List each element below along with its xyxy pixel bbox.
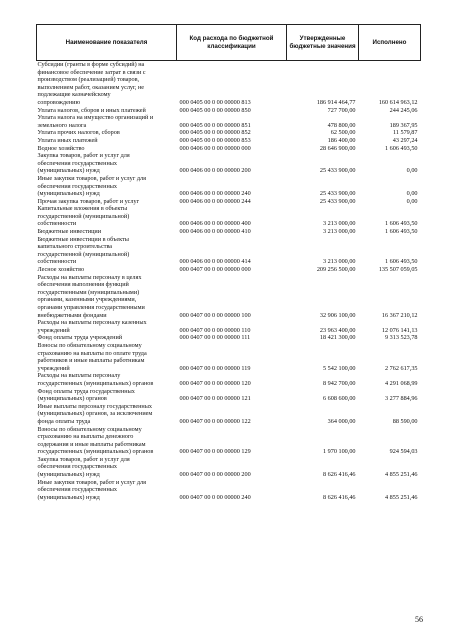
row-name-cell: Иные закупки товаров, работ и услуг для обеспечения государственных (муниципальных) нужд — [37, 174, 146, 198]
row-approved-cell: 186 400,00 — [327, 136, 356, 144]
row-code-cell: 000 0406 00 0 00 00000 200 — [179, 167, 251, 175]
table-row — [37, 388, 421, 403]
row-name-cell: Капитальные вложения в объекты государственной (муниципальной) собственности — [37, 205, 130, 228]
row-name-cell: Фонд оплаты труда учреждений — [37, 334, 123, 342]
table-row — [37, 152, 421, 175]
row-executed-cell: 2 762 617,35 — [385, 364, 418, 372]
header-indicator-name: Наименование показателя — [37, 25, 177, 61]
row-name-cell: Водное хозяйство — [37, 144, 85, 152]
row-executed-cell: 0,00 — [406, 167, 418, 175]
row-name-cell: Расходы на выплаты персоналу в целях обеспечения выполнения функций государственными (муниципальными) органами, казенными учреждениями, органами управления государственными внебюджетными фондами — [37, 273, 145, 319]
row-name-cell: Закупка товаров, работ и услуг для обеспечения государственных (муниципальных) нужд — [37, 455, 130, 479]
row-code-cell: 000 0405 00 0 00 00000 813 — [177, 61, 287, 107]
row-name-cell: Лесное хозяйство — [37, 266, 85, 274]
row-executed-cell: 189 367,95 — [389, 121, 418, 129]
row-executed-cell: 43 297,24 — [392, 136, 418, 144]
row-executed-cell: 4 855 251,46 — [385, 493, 418, 501]
row-name-cell: Фонд оплаты труда государственных (муниципальных) органов — [37, 387, 135, 403]
row-approved-cell: 478 800,00 — [327, 121, 356, 129]
row-executed-cell: 11 579,87 — [392, 129, 418, 137]
row-code-cell: 000 0405 00 0 00 00000 850 — [179, 106, 251, 114]
table-row — [37, 266, 421, 274]
row-name-cell: Расходы на выплаты персоналу государственных (муниципальных) органов — [37, 372, 154, 387]
table-row — [37, 334, 421, 342]
row-code-cell: 000 0405 00 0 00 00000 851 — [179, 121, 251, 129]
row-executed-cell: 4 855 251,46 — [385, 471, 418, 479]
table-row — [37, 403, 421, 426]
row-approved-cell: 28 646 900,00 — [319, 144, 356, 152]
table-row — [37, 479, 421, 502]
row-code-cell: 000 0406 00 0 00 00000 000 — [179, 144, 251, 152]
row-approved-cell: 1 970 100,00 — [323, 448, 356, 456]
table-row — [37, 198, 421, 206]
budget-execution-report — [36, 24, 420, 501]
row-approved-cell: 8 626 416,46 — [323, 471, 356, 479]
row-name-cell: Уплата налогов, сборов и иных платежей — [37, 106, 146, 114]
row-executed-cell: 88 590,00 — [392, 417, 418, 425]
row-executed-cell: 244 245,06 — [389, 106, 418, 114]
row-executed-cell: 16 367 210,12 — [381, 311, 418, 319]
table-row — [37, 319, 421, 334]
table-row — [37, 107, 421, 115]
row-name-cell: Закупка товаров, работ и услуг для обеспечения государственных (муниципальных) нужд — [37, 152, 130, 175]
row-code-cell: 000 0407 00 0 00 00000 120 — [179, 379, 251, 387]
row-executed-cell: 1 606 493,50 — [385, 144, 418, 152]
table-row — [37, 342, 421, 372]
row-approved-cell: 25 433 900,00 — [319, 197, 356, 205]
row-executed-cell: 0,00 — [406, 197, 418, 205]
row-name-cell: Прочая закупка товаров, работ и услуг — [37, 197, 140, 205]
table-row — [37, 129, 421, 137]
row-executed-cell: 135 507 059,05 — [378, 266, 418, 274]
row-name-cell: Расходы на выплаты персоналу казенных учреждений — [37, 319, 147, 334]
table-header-row — [37, 25, 421, 61]
row-executed-cell: 4 291 068,99 — [385, 379, 418, 387]
row-executed-cell: 924 594,03 — [389, 448, 418, 456]
row-approved-cell: 62 500,00 — [330, 129, 356, 137]
table-row — [37, 456, 421, 479]
table-row — [37, 426, 421, 456]
row-code-cell: 000 0407 00 0 00 00000 122 — [179, 417, 251, 425]
row-approved-cell: 727 700,00 — [327, 106, 356, 114]
row-name-cell: Уплата иных платежей — [37, 136, 98, 144]
table-row — [37, 274, 421, 320]
row-executed-cell: 12 076 141,13 — [381, 326, 418, 334]
row-approved-cell: 3 213 000,00 — [323, 258, 356, 266]
row-name-cell: Бюджетные инвестиции — [37, 228, 102, 236]
page-number: 56 — [415, 615, 423, 624]
row-approved-cell: 3 213 000,00 — [323, 220, 356, 228]
row-code-cell: 000 0407 00 0 00 00000 119 — [179, 364, 251, 372]
row-name-cell: Иные закупки товаров, работ и услуг для обеспечения государственных (муниципальных) нужд — [37, 478, 146, 501]
table-row — [37, 228, 421, 236]
row-code-cell: 000 0406 00 0 00 00000 410 — [179, 228, 251, 236]
row-name-cell: Взносы по обязательному социальному страхованию на выплаты денежного содержания и иные выплаты работникам государственных (муниципальных) органов — [37, 425, 154, 456]
row-code-cell: 000 0407 00 0 00 00000 100 — [179, 311, 251, 319]
row-code-cell: 000 0407 00 0 00 00000 111 — [179, 334, 251, 342]
row-approved-cell: 23 963 400,00 — [319, 326, 356, 334]
row-code-cell: 000 0406 00 0 00 00000 400 — [179, 220, 251, 228]
row-name-cell: Уплата прочих налогов, сборов — [37, 129, 120, 137]
row-code-cell: 000 0407 00 0 00 00000 110 — [179, 326, 251, 334]
row-code-cell: 000 0407 00 0 00 00000 129 — [179, 448, 251, 456]
row-code-cell: 000 0406 00 0 00 00000 244 — [179, 197, 251, 205]
row-executed-cell: 1 606 493,50 — [385, 228, 418, 236]
row-approved-cell: 8 626 416,46 — [323, 493, 356, 501]
row-code-cell: 000 0407 00 0 00 00000 240 — [179, 493, 251, 501]
row-name-cell: Субсидии (гранты в форме субсидий) на финансовое обеспечение затрат в связи с производством (реализацией) товаров, выполнением работ, оказанием услуг, не подлежащие казначейскому сопровождению — [37, 61, 177, 107]
header-executed: Исполнено — [359, 25, 421, 61]
row-approved-cell: 25 433 900,00 — [319, 190, 356, 198]
header-budget-code: Код расхода по бюджетной классификации — [177, 25, 287, 61]
row-name-cell: Бюджетные инвестиции в объекты капитального строительства государственной (муниципальной) собственности — [37, 235, 130, 266]
row-name-cell: Иные выплаты персоналу государственных (муниципальных) органов, за исключением фонда оплаты труда — [37, 402, 153, 425]
row-code-cell: 000 0406 00 0 00 00000 414 — [179, 258, 251, 266]
table-row — [37, 145, 421, 153]
row-executed-cell: 3 277 884,96 — [385, 395, 418, 403]
table-row — [37, 175, 421, 198]
header-approved-values: Утвержденные бюджетные значения — [287, 25, 359, 61]
row-approved-cell: 8 942 700,00 — [323, 379, 356, 387]
row-code-cell: 000 0407 00 0 00 00000 121 — [179, 395, 251, 403]
row-code-cell: 000 0405 00 0 00 00000 853 — [179, 136, 251, 144]
row-approved-cell: 18 421 300,00 — [319, 334, 356, 342]
row-approved-cell: 3 213 000,00 — [323, 228, 356, 236]
row-approved-cell: 32 906 100,00 — [319, 311, 356, 319]
table-row — [37, 114, 421, 129]
row-executed-cell: 1 606 493,50 — [385, 258, 418, 266]
row-executed-cell: 1 606 493,50 — [385, 220, 418, 228]
budget-table — [36, 24, 421, 501]
table-row — [37, 236, 421, 266]
row-approved-cell: 25 433 900,00 — [319, 167, 356, 175]
row-code-cell: 000 0406 00 0 00 00000 240 — [179, 190, 251, 198]
row-code-cell: 000 0405 00 0 00 00000 852 — [179, 129, 251, 137]
table-row — [37, 372, 421, 387]
row-executed-cell: 9 313 523,78 — [385, 334, 418, 342]
row-approved-cell: 364 000,00 — [327, 417, 356, 425]
row-name-cell: Уплата налога на имущество организаций и земельного налога — [37, 114, 154, 129]
row-executed-cell: 160 614 963,12 — [359, 61, 421, 107]
table-row — [37, 61, 421, 107]
row-approved-cell: 5 542 100,00 — [323, 364, 356, 372]
table-body — [37, 61, 421, 502]
row-code-cell: 000 0407 00 0 00 00000 200 — [179, 471, 251, 479]
row-code-cell: 000 0407 00 0 00 00000 000 — [179, 266, 251, 274]
row-approved-cell: 186 914 464,77 — [287, 61, 359, 107]
row-approved-cell: 6 608 600,00 — [323, 395, 356, 403]
row-approved-cell: 209 256 500,00 — [316, 266, 356, 274]
table-row — [37, 137, 421, 145]
row-executed-cell: 0,00 — [406, 190, 418, 198]
row-name-cell: Взносы по обязательному социальному страхованию на выплаты по оплате труда работников и иные выплаты работникам учреждений — [37, 341, 147, 372]
table-row — [37, 205, 421, 228]
